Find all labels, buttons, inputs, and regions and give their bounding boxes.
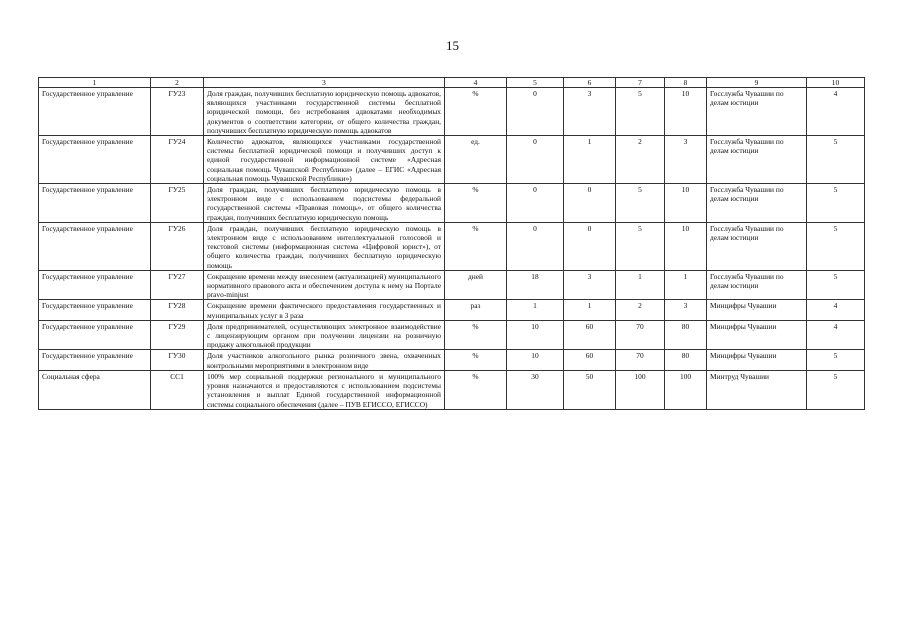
row-code: ГУ24 <box>151 136 204 184</box>
row-value-col8: 80 <box>665 320 707 350</box>
row-value-col5: 10 <box>507 350 564 370</box>
row-value-col8: 1 <box>665 270 707 300</box>
row-value-col7: 5 <box>616 222 665 270</box>
row-value-col7: 5 <box>616 88 665 136</box>
row-indicator: Доля участников алкогольного рынка розничного звена, охваченных контрольными мероприятиями в электронном виде <box>204 350 445 370</box>
table-row <box>39 136 865 184</box>
indicators-table <box>38 77 865 410</box>
row-code: ГУ28 <box>151 300 204 320</box>
row-value-col8: 3 <box>665 300 707 320</box>
row-executor: Госслужба Чувашии по делам юстиции <box>707 270 807 300</box>
row-area: Государственное управление <box>39 300 151 320</box>
row-code: ГУ25 <box>151 184 204 223</box>
row-value-col10: 5 <box>807 136 865 184</box>
column-header: 8 <box>665 78 707 88</box>
row-value-col10: 5 <box>807 222 865 270</box>
row-area: Государственное управление <box>39 320 151 350</box>
row-value-col8: 100 <box>665 370 707 409</box>
row-value-col5: 0 <box>507 88 564 136</box>
row-indicator: Сокращение времени между внесением (актуализацией) муниципального нормативного правового акта и обеспечением доступа к нему на Портале pravo-minjust <box>204 270 445 300</box>
row-executor: Минцифры Чувашии <box>707 320 807 350</box>
row-value-col6: 60 <box>564 350 616 370</box>
table-row <box>39 320 865 350</box>
row-code: СС1 <box>151 370 204 409</box>
row-indicator: Доля граждан, получивших бесплатную юридическую помощь в электронном виде с использованием подсистемы федеральной государственной системы «Правовая помощь», от общего количества граждан, получивших бесплатную юридическую помощь <box>204 184 445 223</box>
row-area: Государственное управление <box>39 88 151 136</box>
row-indicator: Доля граждан, получивших бесплатную юридическую помощь адвокатов, являющихся участниками государственной системы бесплатной юридической помощи, без истребования адвокатами необходимых документов о соответствии категории, от общего количества граждан, получивших бесплатную юридическую помощь адвокатов <box>204 88 445 136</box>
row-value-col7: 100 <box>616 370 665 409</box>
table-row <box>39 350 865 370</box>
row-value-col6: 0 <box>564 184 616 223</box>
row-value-col10: 4 <box>807 300 865 320</box>
row-area: Социальная сфера <box>39 370 151 409</box>
row-executor: Госслужба Чувашии по делам юстиции <box>707 88 807 136</box>
row-area: Государственное управление <box>39 350 151 370</box>
row-indicator: Сокращение времени фактического предоставления государственных и муниципальных услуг в 3 раза <box>204 300 445 320</box>
row-value-col8: 80 <box>665 350 707 370</box>
row-value-col8: 10 <box>665 88 707 136</box>
row-code: ГУ23 <box>151 88 204 136</box>
row-unit: % <box>445 350 507 370</box>
row-indicator: Доля граждан, получивших бесплатную юридическую помощь в электронном виде с использованием интеллектуальной голосовой и текстовой системы (информационная система «Цифровой юрист»), от общего количества граждан, получивших бесплатную юридическую помощь <box>204 222 445 270</box>
row-value-col6: 1 <box>564 136 616 184</box>
row-value-col6: 1 <box>564 300 616 320</box>
column-header: 10 <box>807 78 865 88</box>
row-value-col7: 1 <box>616 270 665 300</box>
column-header: 7 <box>616 78 665 88</box>
row-code: ГУ27 <box>151 270 204 300</box>
row-value-col5: 30 <box>507 370 564 409</box>
row-code: ГУ30 <box>151 350 204 370</box>
row-indicator: 100% мер социальной поддержки регионального и муниципального уровня назначаются и предоставляются с использованием подсистемы установления и выплат Единой государственной информационной системы социального обеспечения (далее – ПУВ ЕГИССО, ЕГИССО) <box>204 370 445 409</box>
row-value-col8: 3 <box>665 136 707 184</box>
row-value-col10: 4 <box>807 320 865 350</box>
row-value-col5: 1 <box>507 300 564 320</box>
column-header: 9 <box>707 78 807 88</box>
row-value-col6: 3 <box>564 270 616 300</box>
row-area: Государственное управление <box>39 270 151 300</box>
row-executor: Минцифры Чувашии <box>707 350 807 370</box>
row-value-col7: 5 <box>616 184 665 223</box>
column-header: 6 <box>564 78 616 88</box>
row-value-col6: 50 <box>564 370 616 409</box>
row-value-col5: 0 <box>507 222 564 270</box>
row-value-col10: 5 <box>807 350 865 370</box>
row-value-col7: 70 <box>616 350 665 370</box>
header-row <box>39 78 865 88</box>
row-value-col10: 5 <box>807 370 865 409</box>
row-area: Государственное управление <box>39 222 151 270</box>
row-executor: Минцифры Чувашии <box>707 300 807 320</box>
row-area: Государственное управление <box>39 184 151 223</box>
table-row <box>39 88 865 136</box>
row-value-col7: 70 <box>616 320 665 350</box>
row-code: ГУ29 <box>151 320 204 350</box>
page-number: 15 <box>446 38 459 53</box>
row-unit: % <box>445 320 507 350</box>
row-value-col5: 0 <box>507 136 564 184</box>
row-value-col6: 60 <box>564 320 616 350</box>
row-executor: Госслужба Чувашии по делам юстиции <box>707 222 807 270</box>
table-row <box>39 300 865 320</box>
row-value-col6: 0 <box>564 222 616 270</box>
row-unit: раз <box>445 300 507 320</box>
row-unit: % <box>445 370 507 409</box>
row-indicator: Доля предпринимателей, осуществляющих электронное взаимодействие с лицензирующим органом при получении лицензии на розничную продажу алкогольной продукции <box>204 320 445 350</box>
row-value-col5: 10 <box>507 320 564 350</box>
row-indicator: Количество адвокатов, являющихся участниками государственной системы бесплатной юридической помощи и получивших доступ к единой государственной информационной системе «Адресная социальная помощь Чувашской Республики» (далее – ЕГИС «Адресная социальная помощь Чувашской Республики») <box>204 136 445 184</box>
column-header: 2 <box>151 78 204 88</box>
table-row <box>39 370 865 409</box>
row-value-col8: 10 <box>665 184 707 223</box>
column-header: 4 <box>445 78 507 88</box>
row-executor: Госслужба Чувашии по делам юстиции <box>707 136 807 184</box>
column-header: 1 <box>39 78 151 88</box>
table-row <box>39 184 865 223</box>
row-unit: дней <box>445 270 507 300</box>
row-unit: ед. <box>445 136 507 184</box>
table-row <box>39 270 865 300</box>
column-header: 3 <box>204 78 445 88</box>
row-value-col10: 5 <box>807 184 865 223</box>
row-value-col8: 10 <box>665 222 707 270</box>
row-value-col10: 4 <box>807 88 865 136</box>
row-unit: % <box>445 88 507 136</box>
row-executor: Госслужба Чувашии по делам юстиции <box>707 184 807 223</box>
row-value-col7: 2 <box>616 300 665 320</box>
column-header: 5 <box>507 78 564 88</box>
row-executor: Минтруд Чувашии <box>707 370 807 409</box>
row-unit: % <box>445 184 507 223</box>
row-value-col5: 18 <box>507 270 564 300</box>
row-value-col10: 5 <box>807 270 865 300</box>
row-value-col6: 3 <box>564 88 616 136</box>
table-row <box>39 222 865 270</box>
row-area: Государственное управление <box>39 136 151 184</box>
row-unit: % <box>445 222 507 270</box>
row-value-col7: 2 <box>616 136 665 184</box>
row-code: ГУ26 <box>151 222 204 270</box>
row-value-col5: 0 <box>507 184 564 223</box>
